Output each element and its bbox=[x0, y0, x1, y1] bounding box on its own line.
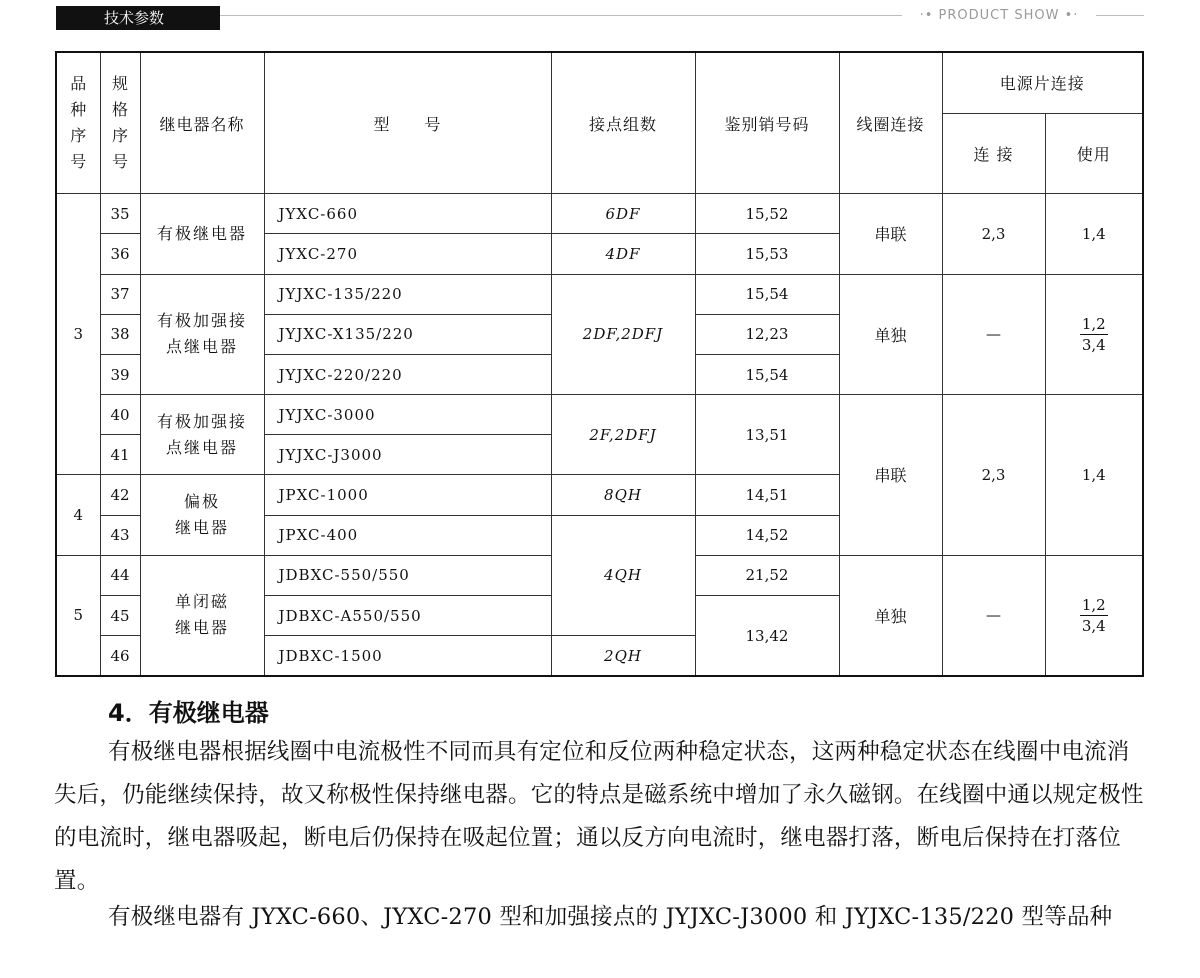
model-cell: JYXC-270 bbox=[264, 234, 551, 274]
relay-name-line: 单闭磁 bbox=[174, 592, 229, 612]
pin-code-cell: 14,52 bbox=[695, 515, 839, 555]
spec-seq-cell: 46 bbox=[100, 636, 140, 676]
section-banner: 技术参数 bbox=[56, 6, 220, 30]
header-char: 号 bbox=[111, 152, 128, 172]
category-seq-cell: 4 bbox=[56, 475, 100, 555]
header-contact-groups: 接点组数 bbox=[551, 52, 695, 194]
relay-name-line: 继电器 bbox=[174, 518, 229, 538]
pin-code-cell: 14,51 bbox=[695, 475, 839, 515]
spec-seq-cell: 40 bbox=[100, 395, 140, 435]
spec-seq-cell: 45 bbox=[100, 596, 140, 636]
pin-code-cell: 21,52 bbox=[695, 555, 839, 595]
banner-divider-left bbox=[220, 15, 902, 16]
model-cell: JYJXC-220/220 bbox=[264, 354, 551, 394]
power-use-cell bbox=[1045, 555, 1143, 676]
contact-groups-cell: 8QH bbox=[551, 475, 695, 515]
power-use-cell: 1,4 bbox=[1045, 194, 1143, 274]
table-row bbox=[56, 274, 1143, 314]
product-show-tagline: ·• PRODUCT SHOW •· bbox=[919, 8, 1079, 23]
category-seq-cell: 3 bbox=[56, 194, 100, 475]
body-paragraph: 有极继电器有 JYXC-660、JYXC-270 型和加强接点的 JYJXC-J3000 和 JYJXC-135/220 型等品种 bbox=[108, 904, 1113, 930]
fraction bbox=[1080, 314, 1108, 355]
model-cell: JDBXC-1500 bbox=[264, 636, 551, 676]
table-row bbox=[56, 194, 1143, 234]
power-connect-cell: 2,3 bbox=[942, 194, 1045, 274]
spec-seq-cell: 41 bbox=[100, 435, 140, 475]
coil-connection-cell: 串联 bbox=[839, 194, 942, 274]
model-cell: JYJXC-X135/220 bbox=[264, 314, 551, 354]
coil-connection-cell: 串联 bbox=[839, 395, 942, 556]
contact-groups-cell: 6DF bbox=[551, 194, 695, 234]
pin-code-cell: 15,53 bbox=[695, 234, 839, 274]
model-cell: JDBXC-A550/550 bbox=[264, 596, 551, 636]
contact-groups-cell: 4DF bbox=[551, 234, 695, 274]
relay-name-line: 点继电器 bbox=[165, 437, 238, 457]
header-char: 品 bbox=[70, 74, 87, 94]
model-cell: JPXC-1000 bbox=[264, 475, 551, 515]
contact-groups-cell: 2QH bbox=[551, 636, 695, 676]
coil-connection-cell: 单独 bbox=[839, 555, 942, 676]
contact-groups-cell: 4QH bbox=[551, 515, 695, 636]
pin-code-cell: 13,42 bbox=[695, 596, 839, 676]
spec-seq-cell: 35 bbox=[100, 194, 140, 234]
header-category-seq bbox=[56, 52, 100, 194]
banner-divider-right bbox=[1096, 15, 1144, 16]
fraction-numerator: 1,2 bbox=[1081, 595, 1106, 614]
contact-groups-cell: 2DF,2DFJ bbox=[551, 274, 695, 395]
pin-code-cell: 13,51 bbox=[695, 395, 839, 475]
spec-seq-cell: 36 bbox=[100, 234, 140, 274]
relay-name-cell bbox=[140, 475, 264, 555]
spec-seq-cell: 42 bbox=[100, 475, 140, 515]
coil-connection-cell: 单独 bbox=[839, 274, 942, 395]
relay-name-cell bbox=[140, 555, 264, 676]
fraction bbox=[1080, 595, 1108, 636]
model-cell: JYJXC-J3000 bbox=[264, 435, 551, 475]
pin-code-cell: 15,54 bbox=[695, 354, 839, 394]
body-paragraph: 有极继电器根据线圈中电流极性不同而具有定位和反位两种稳定状态，这两种稳定状态在线圈中电流消失后，仍能继续保持，故又称极性保持继电器。它的特点是磁系统中增加了永久磁钢。在线圈中通以规定极性的电流时，继电器吸起，断电后仍保持在吸起位置；通以反方向电流时，继电器打落，断电后保持在打落位置。 bbox=[54, 739, 1144, 894]
relay-name-line: 点继电器 bbox=[165, 337, 238, 357]
spec-seq-cell: 44 bbox=[100, 555, 140, 595]
relay-name-line: 偏极 bbox=[183, 492, 220, 512]
relay-name-line: 有极加强接 bbox=[156, 411, 247, 431]
spec-seq-cell: 43 bbox=[100, 515, 140, 555]
spec-seq-cell: 37 bbox=[100, 274, 140, 314]
tagline-text: PRODUCT SHOW bbox=[938, 8, 1060, 23]
header-relay-name: 继电器名称 bbox=[140, 52, 264, 194]
header-pin-code: 鉴别销号码 bbox=[695, 52, 839, 194]
pin-code-cell: 15,54 bbox=[695, 274, 839, 314]
fraction-denominator: 3,4 bbox=[1081, 335, 1106, 354]
power-use-cell: 1,4 bbox=[1045, 395, 1143, 556]
model-cell: JPXC-400 bbox=[264, 515, 551, 555]
fraction-denominator: 3,4 bbox=[1081, 616, 1106, 635]
power-use-cell bbox=[1045, 274, 1143, 395]
header-coil-connection: 线圈连接 bbox=[839, 52, 942, 194]
header-char: 种 bbox=[70, 100, 87, 120]
fraction-numerator: 1,2 bbox=[1081, 314, 1106, 333]
section-heading: 4．有极继电器 bbox=[108, 699, 269, 727]
spec-seq-cell: 39 bbox=[100, 354, 140, 394]
power-connect-cell: — bbox=[942, 555, 1045, 676]
spec-seq-cell: 38 bbox=[100, 314, 140, 354]
contact-groups-cell: 2F,2DFJ bbox=[551, 395, 695, 475]
header-row-1 bbox=[56, 52, 1143, 113]
header-power-use: 使用 bbox=[1045, 113, 1143, 193]
header-char: 序 bbox=[70, 126, 87, 146]
header-power-terminal: 电源片连接 bbox=[942, 52, 1143, 113]
table-row bbox=[56, 395, 1143, 435]
relay-name-cell: 有极继电器 bbox=[140, 194, 264, 274]
header-char: 号 bbox=[70, 152, 87, 172]
relay-name-cell bbox=[140, 395, 264, 475]
relay-name-line: 有极加强接 bbox=[156, 311, 247, 331]
relay-name-cell bbox=[140, 274, 264, 395]
model-cell: JYJXC-135/220 bbox=[264, 274, 551, 314]
model-cell: JYXC-660 bbox=[264, 194, 551, 234]
header-char: 序 bbox=[111, 126, 128, 146]
model-cell: JYJXC-3000 bbox=[264, 395, 551, 435]
relay-name-line: 继电器 bbox=[174, 618, 229, 638]
pin-code-cell: 12,23 bbox=[695, 314, 839, 354]
header-char: 规 bbox=[111, 74, 128, 94]
header-spec-seq bbox=[100, 52, 140, 194]
category-seq-cell: 5 bbox=[56, 555, 100, 676]
header-power-connect: 连 接 bbox=[942, 113, 1045, 193]
power-connect-cell: 2,3 bbox=[942, 395, 1045, 556]
header-char: 格 bbox=[111, 100, 128, 120]
header-model: 型 号 bbox=[264, 52, 551, 194]
pin-code-cell: 15,52 bbox=[695, 194, 839, 234]
relay-spec-table bbox=[55, 51, 1144, 677]
power-connect-cell: — bbox=[942, 274, 1045, 395]
model-cell: JDBXC-550/550 bbox=[264, 555, 551, 595]
